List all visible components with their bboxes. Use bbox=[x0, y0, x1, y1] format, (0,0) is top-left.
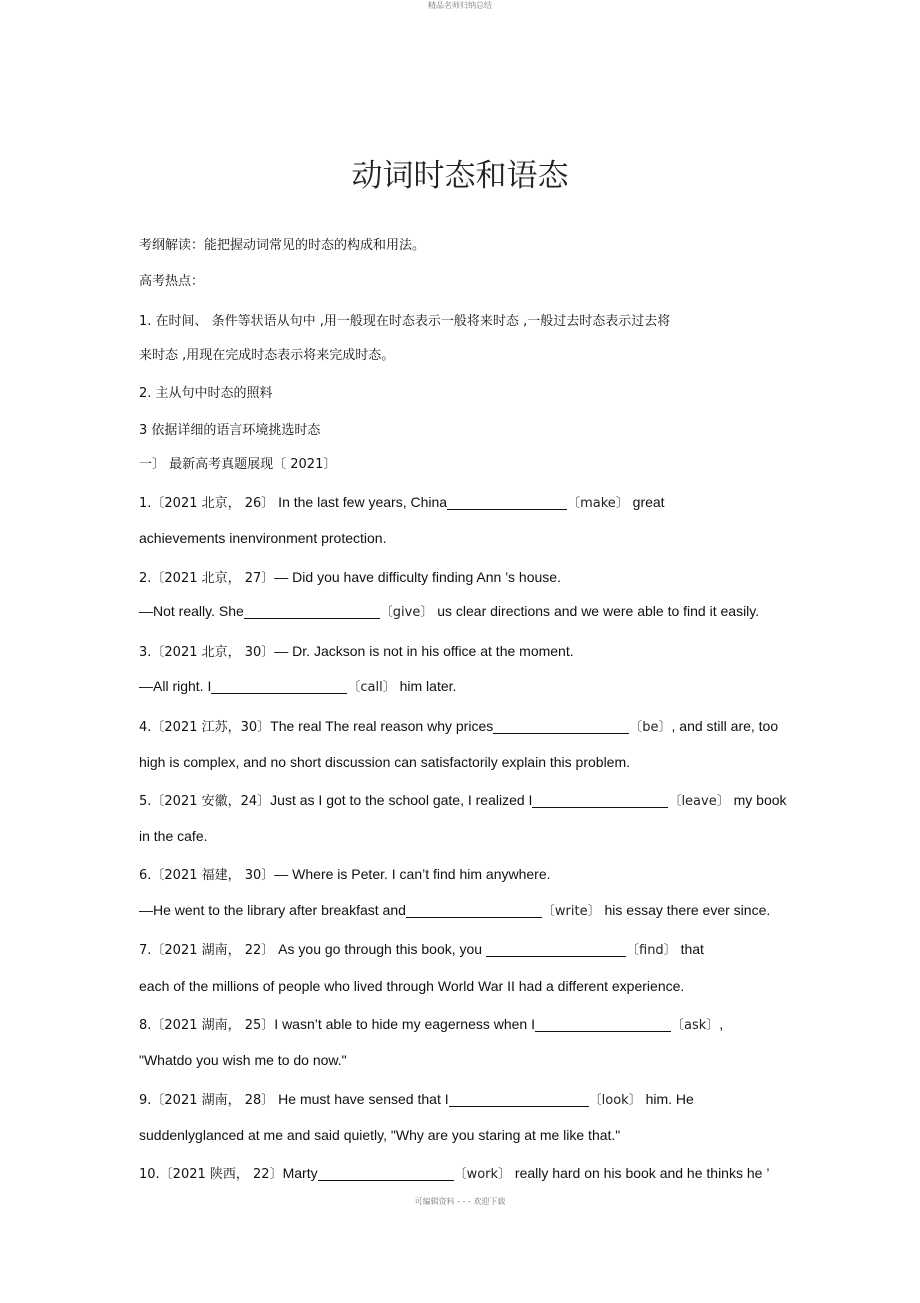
answer-blank[interactable] bbox=[318, 1166, 454, 1181]
answer-blank[interactable] bbox=[532, 793, 668, 808]
question-text: Marty bbox=[282, 1165, 318, 1181]
verb-hint: 〔ask〕 bbox=[671, 1018, 720, 1033]
question-source: 10.〔2021 陕西， 22〕 bbox=[139, 1167, 283, 1182]
question-3 bbox=[139, 641, 574, 660]
page-title: 动词时态和语态 bbox=[351, 158, 569, 194]
point-3: 3 依据详细的语言环境挑选时态 bbox=[139, 423, 321, 438]
question-8-line-2: "Whatdo you wish me to do now." bbox=[139, 1052, 347, 1068]
question-text: He must have sensed that I bbox=[274, 1091, 449, 1107]
verb-hint: 〔write〕 bbox=[541, 904, 601, 919]
question-source: 4.〔2021 江苏，30〕 bbox=[139, 720, 271, 735]
question-6 bbox=[139, 864, 551, 883]
question-9 bbox=[139, 1089, 694, 1108]
verb-hint: 〔be〕 bbox=[629, 720, 672, 735]
question-text: us clear directions and we were able to find it easily. bbox=[433, 603, 760, 619]
point-2: 2. 主从句中时态的照料 bbox=[139, 386, 273, 401]
question-text: him later. bbox=[395, 678, 457, 694]
question-text: — Dr. Jackson is not in his office at the moment. bbox=[274, 643, 574, 659]
question-text: I wasn’t able to hide my eagerness when I bbox=[274, 1016, 535, 1032]
question-source: 7.〔2021 湖南， 22〕 bbox=[139, 943, 275, 958]
verb-hint: 〔make〕 bbox=[567, 496, 629, 511]
question-4 bbox=[139, 716, 778, 735]
question-text: , bbox=[719, 1016, 724, 1032]
question-text: that bbox=[676, 941, 704, 957]
question-10 bbox=[139, 1163, 769, 1182]
answer-blank[interactable] bbox=[535, 1017, 671, 1032]
question-text: In the last few years, China bbox=[274, 494, 448, 510]
question-7 bbox=[139, 939, 704, 958]
page-footer: 可编辑资料 - - - 欢迎下载 bbox=[414, 1197, 506, 1206]
question-source: 9.〔2021 湖南， 28〕 bbox=[139, 1093, 275, 1108]
question-1-line-2: achievements inenvironment protection. bbox=[139, 530, 387, 546]
question-source: 2.〔2021 北京， 27〕 bbox=[139, 571, 275, 586]
question-8 bbox=[139, 1014, 723, 1033]
question-3-line-2 bbox=[139, 676, 456, 695]
verb-hint: 〔find〕 bbox=[626, 943, 677, 958]
question-text: , and still are, too bbox=[671, 718, 779, 734]
answer-blank[interactable] bbox=[406, 903, 542, 918]
redian-text: 高考热点： bbox=[139, 274, 205, 289]
question-2-line-2 bbox=[139, 601, 759, 620]
answer-blank[interactable] bbox=[486, 942, 626, 957]
question-text: — Did you have difficulty finding Ann ’s house. bbox=[274, 569, 561, 585]
question-5-line-2: in the cafe. bbox=[139, 828, 208, 844]
verb-hint: 〔give〕 bbox=[379, 605, 434, 620]
question-text: him. He bbox=[641, 1091, 694, 1107]
question-9-line-2: suddenlyglanced at me and said quietly, "Why are you staring at me like that." bbox=[139, 1127, 621, 1143]
question-text: As you go through this book, you bbox=[274, 941, 486, 957]
answer-blank[interactable] bbox=[447, 495, 567, 510]
question-text: The real The real reason why prices bbox=[270, 718, 494, 734]
page-header: 精品名师归纳总结 bbox=[428, 1, 492, 10]
question-text: his essay there ever since. bbox=[600, 902, 771, 918]
answer-blank[interactable] bbox=[211, 679, 347, 694]
question-source: 8.〔2021 湖南， 25〕 bbox=[139, 1018, 275, 1033]
question-source: 3.〔2021 北京， 30〕 bbox=[139, 645, 275, 660]
question-source: 1.〔2021 北京， 26〕 bbox=[139, 496, 275, 511]
question-text: —He went to the library after breakfast and bbox=[139, 902, 406, 918]
answer-blank[interactable] bbox=[493, 719, 629, 734]
answer-blank[interactable] bbox=[244, 604, 380, 619]
point-1-line-1: 1. 在时间、 条件等状语从句中 ,用一般现在时态表示一般将来时态 ,一般过去时态表示过去将 bbox=[139, 314, 671, 329]
question-text: my book bbox=[729, 792, 787, 808]
question-text: great bbox=[628, 494, 665, 510]
verb-hint: 〔call〕 bbox=[347, 680, 396, 695]
answer-blank[interactable] bbox=[449, 1092, 589, 1107]
verb-hint: 〔look〕 bbox=[588, 1093, 642, 1108]
kaogang-text: 考纲解读：能把握动词常见的时态的构成和用法。 bbox=[139, 238, 426, 253]
question-text: —All right. I bbox=[139, 678, 212, 694]
question-text: really hard on his book and he thinks he ’ bbox=[511, 1165, 770, 1181]
question-4-line-2: high is complex, and no short discussion can satisfactorily explain this problem. bbox=[139, 754, 631, 770]
verb-hint: 〔leave〕 bbox=[668, 794, 730, 809]
question-text: — Where is Peter. I can’t find him anywhere. bbox=[274, 866, 551, 882]
question-text: Just as I got to the school gate, I realized I bbox=[270, 792, 533, 808]
question-source: 5.〔2021 安徽，24〕 bbox=[139, 794, 271, 809]
question-2 bbox=[139, 567, 561, 586]
section-heading: 一〕 最新高考真题展现〔 2021〕 bbox=[139, 457, 337, 472]
point-1-line-2: 来时态 ,用现在完成时态表示将来完成时态。 bbox=[139, 348, 395, 363]
question-6-line-2 bbox=[139, 900, 770, 919]
question-text: —Not really. She bbox=[139, 603, 244, 619]
question-7-line-2: each of the millions of people who lived through World War II had a different experience. bbox=[139, 978, 685, 994]
question-5 bbox=[139, 790, 787, 809]
verb-hint: 〔work〕 bbox=[453, 1167, 512, 1182]
question-1 bbox=[139, 492, 665, 511]
question-source: 6.〔2021 福建， 30〕 bbox=[139, 868, 275, 883]
